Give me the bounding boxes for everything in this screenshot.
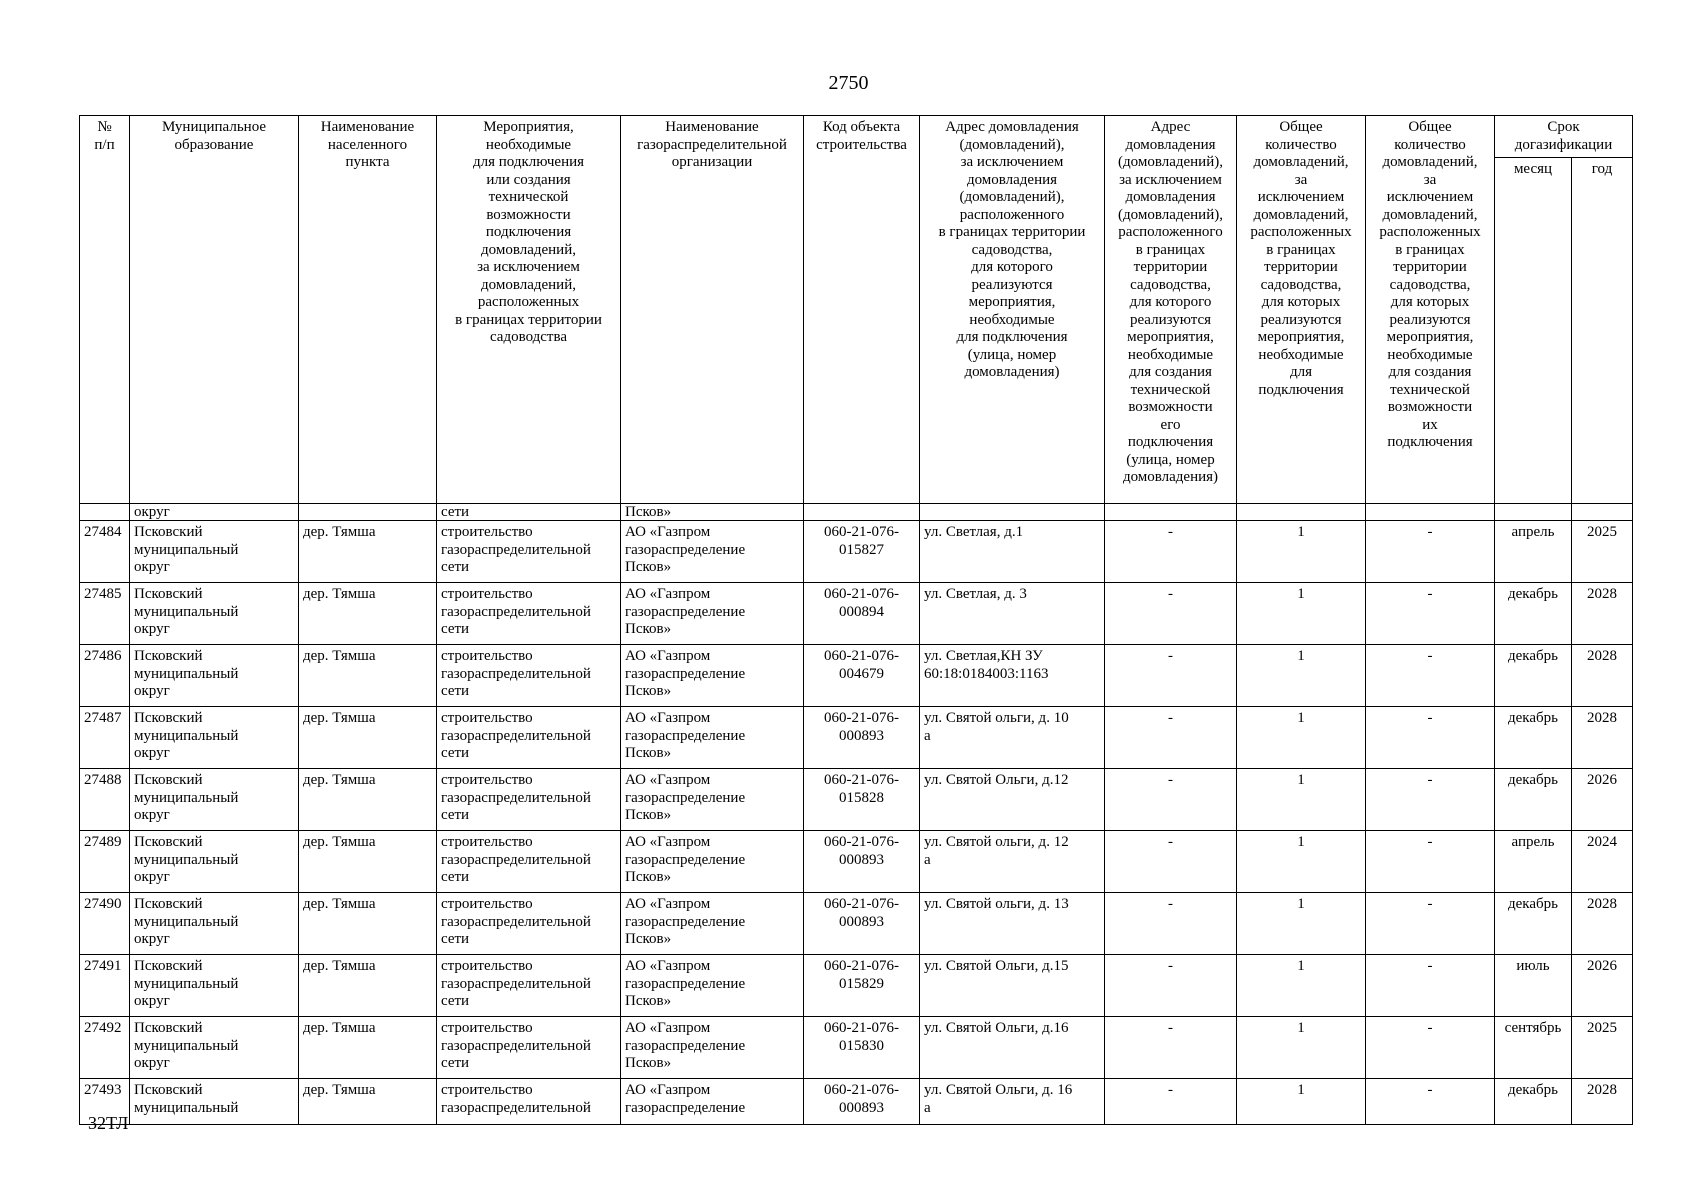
cell-num: 27485 [80,583,130,645]
cell-total-capability: - [1366,521,1495,583]
header-settlement: Наименование населенного пункта [299,116,437,504]
footer-code: 32ТЛ [88,1113,129,1133]
cell-municipality: Псковский муниципальный [130,1079,299,1125]
cell-month: апрель [1495,831,1572,893]
header-address-excl: Адрес домовладения (домовладений), за исключением домовладения (домовладений), расположенного в границах территории садоводства, для которого реализуются мероприятия, необходимые для подключения (улица, номер домовладения) [920,116,1105,504]
cell-object-code: 060-21-076- 015829 [804,955,920,1017]
cell-total-capability: - [1366,707,1495,769]
cell-address-garden: - [1105,645,1237,707]
cell-num: 27487 [80,707,130,769]
cell-total-connect: 1 [1237,831,1366,893]
cell-year: 2028 [1572,893,1633,955]
cell-gas-org: АО «Газпром газораспределение Псков» [621,521,804,583]
cell-measures: строительство газораспределительной сети [437,521,621,583]
cell-object-code: 060-21-076- 004679 [804,645,920,707]
cell-address-garden: - [1105,1017,1237,1079]
cell-measures: строительство газораспределительной сети [437,831,621,893]
cell-settlement: дер. Тямша [299,583,437,645]
cell-address-garden: - [1105,893,1237,955]
cell-num: 27491 [80,955,130,1017]
cell-num: 27493 [80,1079,130,1125]
cell-settlement: дер. Тямша [299,893,437,955]
cell-gas-org: Псков» [621,504,804,521]
cell-address-garden: - [1105,707,1237,769]
cell-total-connect: 1 [1237,1017,1366,1079]
cell-address: ул. Святой Ольги, д. 16 а [920,1079,1105,1125]
cell-object-code: 060-21-076- 000893 [804,831,920,893]
cell-total-connect: 1 [1237,955,1366,1017]
cell-address-garden: - [1105,955,1237,1017]
cell-municipality: Псковский муниципальный округ [130,645,299,707]
cell-year: 2028 [1572,707,1633,769]
cell-year: 2025 [1572,521,1633,583]
cell-settlement: дер. Тямша [299,955,437,1017]
table-row [80,769,1633,831]
table-row [80,955,1633,1017]
cell-gas-org: АО «Газпром газораспределение [621,1079,804,1125]
cell-object-code: 060-21-076- 000893 [804,1079,920,1125]
table-row [80,831,1633,893]
cell-num: 27490 [80,893,130,955]
cell-address-garden: - [1105,1079,1237,1125]
table-row [80,645,1633,707]
cell-address: ул. Светлая, д. 3 [920,583,1105,645]
cell-gas-org: АО «Газпром газораспределение Псков» [621,1017,804,1079]
cell-month: декабрь [1495,707,1572,769]
cell-settlement: дер. Тямша [299,831,437,893]
cell-total-connect: 1 [1237,645,1366,707]
cell-address: ул. Святой ольги, д. 10 а [920,707,1105,769]
cell-month: декабрь [1495,583,1572,645]
cell-total-connect: 1 [1237,1079,1366,1125]
cell-object-code: 060-21-076- 000894 [804,583,920,645]
header-municipality: Муниципальное образование [130,116,299,504]
cell-municipality: Псковский муниципальный округ [130,1017,299,1079]
cell-object-code: 060-21-076- 000893 [804,893,920,955]
cell-object-code: 060-21-076- 015830 [804,1017,920,1079]
cell-year: 2028 [1572,645,1633,707]
cell-address: ул. Святой Ольги, д.12 [920,769,1105,831]
cell-object-code: 060-21-076- 015828 [804,769,920,831]
cell-total-capability: - [1366,1017,1495,1079]
cell-address: ул. Святой ольги, д. 12 а [920,831,1105,893]
cell-total-capability: - [1366,893,1495,955]
cell-gas-org: АО «Газпром газораспределение Псков» [621,893,804,955]
cell-object-code: 060-21-076- 000893 [804,707,920,769]
cell-gas-org: АО «Газпром газораспределение Псков» [621,769,804,831]
cell-num: 27488 [80,769,130,831]
page-number: 2750 [828,72,869,94]
cell-object-code: 060-21-076- 015827 [804,521,920,583]
cell-measures: строительство газораспределительной сети [437,893,621,955]
cell-year: 2028 [1572,1079,1633,1125]
cell-address-garden: - [1105,583,1237,645]
cell-settlement: дер. Тямша [299,769,437,831]
header-address-garden: Адрес домовладения (домовладений), за исключением домовладения (домовладений), расположенного в границах территории садоводства, для которого реализуются мероприятия, необходимые для создания технической возможности его подключения (улица, номер домовладения) [1105,116,1237,504]
header-object-code: Код объекта строительства [804,116,920,504]
cell-total-capability: - [1366,645,1495,707]
table-row [80,521,1633,583]
cell-num: 27489 [80,831,130,893]
cell-gas-org: АО «Газпром газораспределение Псков» [621,583,804,645]
cell-total-connect: 1 [1237,707,1366,769]
cell-measures: строительство газораспределительной сети [437,1017,621,1079]
header-gas-org: Наименование газораспределительной организации [621,116,804,504]
cell-total-connect: 1 [1237,893,1366,955]
cell-settlement: дер. Тямша [299,707,437,769]
header-month: месяц [1495,158,1572,504]
cell-gas-org: АО «Газпром газораспределение Псков» [621,645,804,707]
cell-month: сентябрь [1495,1017,1572,1079]
table-row [80,1079,1633,1125]
cell-total-capability: - [1366,583,1495,645]
cell-month: июль [1495,955,1572,1017]
cell-address: ул. Святой ольги, д. 13 [920,893,1105,955]
cell-address: ул. Святой Ольги, д.16 [920,1017,1105,1079]
cell-municipality: Псковский муниципальный округ [130,955,299,1017]
cell-measures: строительство газораспределительной сети [437,645,621,707]
cell-total-capability: - [1366,769,1495,831]
cell-num: 27484 [80,521,130,583]
cell-measures: строительство газораспределительной сети [437,707,621,769]
header-total-connect: Общее количество домовладений, за исключением домовладений, расположенных в границах территории садоводства, для которых реализуются мероприятия, необходимые для подключения [1237,116,1366,504]
table-row [80,893,1633,955]
cell-total-connect: 1 [1237,521,1366,583]
cell-address-garden: - [1105,521,1237,583]
cell-settlement: дер. Тямша [299,1079,437,1125]
cell-year: 2025 [1572,1017,1633,1079]
cell-municipality: Псковский муниципальный округ [130,893,299,955]
cell-address-garden: - [1105,769,1237,831]
cell-total-connect: 1 [1237,583,1366,645]
cell-year: 2024 [1572,831,1633,893]
cell-municipality: Псковский муниципальный округ [130,583,299,645]
cell-settlement: дер. Тямша [299,645,437,707]
cell-address: ул. Светлая, д.1 [920,521,1105,583]
gasification-table [79,115,1633,1125]
cell-measures: строительство газораспределительной [437,1079,621,1125]
cell-gas-org: АО «Газпром газораспределение Псков» [621,707,804,769]
cell-address-garden: - [1105,831,1237,893]
cell-municipality: Псковский муниципальный округ [130,769,299,831]
cell-year: 2028 [1572,583,1633,645]
cell-year: 2026 [1572,955,1633,1017]
cell-total-connect: 1 [1237,769,1366,831]
cell-measures: сети [437,504,621,521]
cell-total-capability: - [1366,831,1495,893]
cell-total-capability: - [1366,1079,1495,1125]
cell-measures: строительство газораспределительной сети [437,955,621,1017]
header-total-capability: Общее количество домовладений, за исключением домовладений, расположенных в границах территории садоводства, для которых реализуются мероприятия, необходимые для создания технической возможности их подключения [1366,116,1495,504]
cell-address: ул. Святой Ольги, д.15 [920,955,1105,1017]
cell-measures: строительство газораспределительной сети [437,583,621,645]
cell-municipality: Псковский муниципальный округ [130,707,299,769]
continuation-row [80,504,1633,521]
cell-measures: строительство газораспределительной сети [437,769,621,831]
cell-total-capability: - [1366,955,1495,1017]
cell-municipality: округ [130,504,299,521]
table-row [80,1017,1633,1079]
cell-month: декабрь [1495,645,1572,707]
cell-year: 2026 [1572,769,1633,831]
cell-gas-org: АО «Газпром газораспределение Псков» [621,831,804,893]
cell-month: апрель [1495,521,1572,583]
table-row [80,583,1633,645]
cell-month: декабрь [1495,893,1572,955]
cell-municipality: Псковский муниципальный округ [130,521,299,583]
cell-num: 27492 [80,1017,130,1079]
cell-gas-org: АО «Газпром газораспределение Псков» [621,955,804,1017]
header-year: год [1572,158,1633,504]
cell-settlement: дер. Тямша [299,521,437,583]
cell-month: декабрь [1495,1079,1572,1125]
header-deadline: Срок догазификации [1495,116,1633,158]
cell-municipality: Псковский муниципальный округ [130,831,299,893]
table-row [80,707,1633,769]
header-measures: Мероприятия, необходимые для подключения или создания технической возможности подключения домовладений, за исключением домовладений, расположенных в границах территории садоводства [437,116,621,504]
cell-month: декабрь [1495,769,1572,831]
cell-settlement: дер. Тямша [299,1017,437,1079]
header-num: № п/п [80,116,130,504]
cell-num: 27486 [80,645,130,707]
cell-address: ул. Светлая,КН ЗУ 60:18:0184003:1163 [920,645,1105,707]
